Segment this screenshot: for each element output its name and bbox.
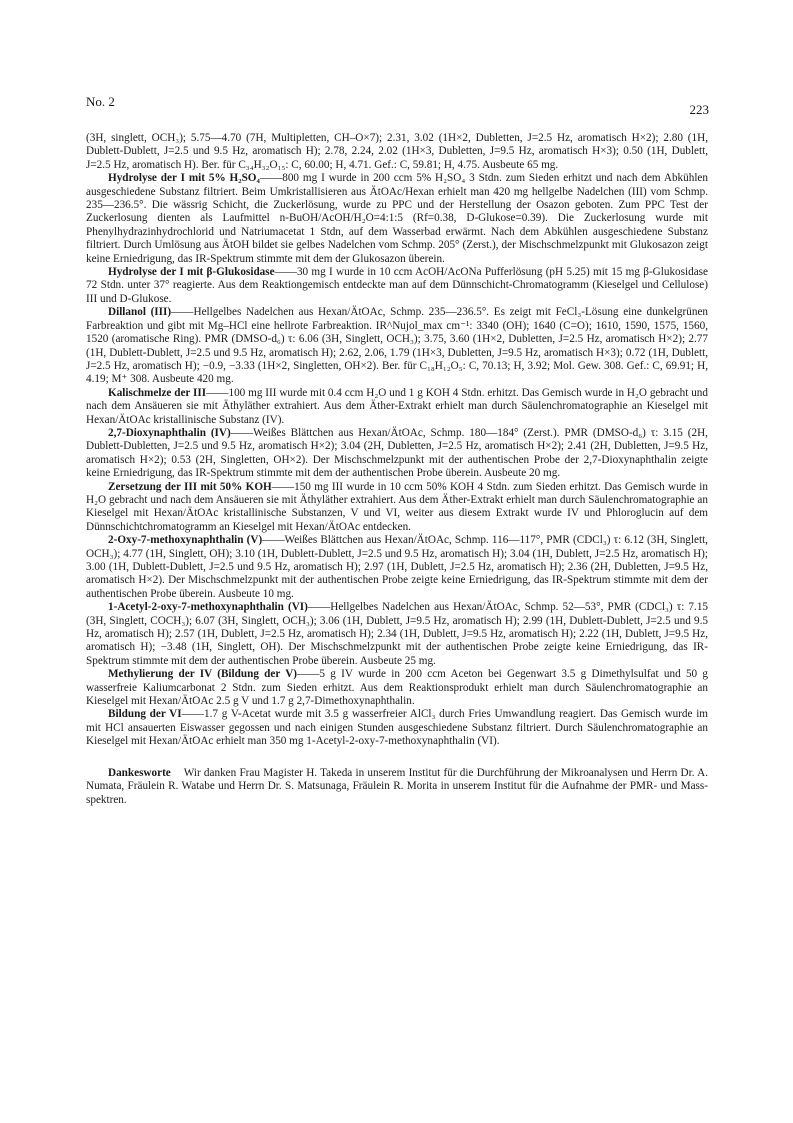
paragraph-heading: 1-Acetyl-2-oxy-7-methoxynaphthalin (VI)	[108, 601, 308, 614]
paragraph-text: ——150 mg III wurde in 10 ccm 50% KOH 4 Stdn. zum Sieden erhitzt. Das Gemisch wurde in H₂O gebracht und nach dem Ansäueren sie mit Äthyläther extrahiert. Aus dem Äther-Extrakt erhielt man durch Säulenchromatographie an Kieselgel mit Hexan/ÄtOAc kristallinische Substanzen, V und VI, weiter aus diesem Extrakt wurde IV und Phloroglucin auf dem Dünnschichtchromatogramm an Kieselgel mit Hexan/ÄtOAc entdecken.	[86, 480, 708, 533]
acknowledgment-text: Wir danken Frau Magister H. Takeda in unserem Institut für die Durchführung der Mikroanalysen und Herrn Dr. A. Numata, Fräulein R. Watabe und Herrn Dr. S. Matsunaga, Fräulein R. Morita in unserem Institut für die Aufnahme der PMR- und Mass-spektren.	[86, 766, 709, 806]
paragraph-hydrolysis-glucosidase	[86, 266, 708, 306]
paragraph-bildung-vi	[86, 708, 708, 748]
acknowledgment	[86, 767, 708, 807]
paragraph-text: ——30 mg I wurde in 10 ccm AcOH/AcONa Pufferlösung (pH 5.25) mit 15 mg β-Glukosidase 72 Stdn. unter 37° reagierte. Aus dem Reaktiongemisch entdeckte man auf dem Dünnschicht-Chromatogramm (Kieselgel und Cellulose) III und D-Glukose.	[86, 266, 708, 305]
paragraph-text: ——5 g IV wurde in 200 ccm Aceton bei Gegenwart 3.5 g Dimethylsulfat und 50 g wasserfreie Kaliumcarbonat 2 Stdn. zum Sieden erhitzt. Aus dem Reaktionsprodukt erhielt man durch Säulenchromatographie an Kieselgel mit Hexan/ÄtOAc 2.5 g V und 1.7 g 2,7-Dimethoxynaphthalin.	[86, 668, 708, 708]
paragraph-acetyl-oxy-methoxynaphthalin	[86, 601, 708, 668]
paragraph-heading: Bildung der VI	[108, 708, 182, 721]
paragraph-dillanol	[86, 306, 708, 386]
paragraph-heading: 2,7-Dioxynaphthalin (IV)	[108, 426, 231, 439]
paragraph-heading: Hydrolyse der I mit β-Glukosidase	[108, 266, 275, 279]
paragraph-text: ——Hellgelbes Nadelchen aus Hexan/ÄtOAc, Schmp. 235—236.5°. Es zeigt mit FeCl₃-Lösung eine dunkelgrünen Farbreaktion und gibt mit Mg–HCl eine hellrote Farbreaktion. IR^Nujol_max cm⁻¹: 3340 (OH); 1640 (C=O); 1610, 1590, 1575, 1560, 1520 (aromatische Ring). PMR (DMSO-d₆) τ: 6.06 (3H, Singlett, OCH₃); 3.75, 3.60 (1H×2, Dubletten, J=2.5 Hz, aromatisch H×2); 2.77 (1H, Dublett-Dublett, J=2.5 und 9.5 Hz, aromatisch H); 2.62, 2.06, 1.79 (1H×3, Dubletten, J=9.5 Hz, aromatisch H×3); 0.72 (1H, Dublett, J=2.5 Hz, aromatisch H); −0.9, −3.33 (1H×2, Singletten, OH×2). Ber. für C₁₈H₁₂O₅: C, 70.13; H, 3.92; Mol. Gew. 308. Gef.: C, 69.91; H, 4.19; M⁺ 308. Ausbeute 420 mg.	[86, 306, 709, 386]
paragraph-text: ——800 mg I wurde in 200 ccm 5% H₂SO₄ 3 Stdn. zum Sieden erhitzt und nach dem Abkühlen ausgeschiedene Substanz filtriert. Beim Umkristallisieren aus ÄtOAc/Hexan erhielt man 420 mg hellgelbe Nadelchen (III) vom Schmp. 235—236.5°. Die wässrig Schicht, die Zuckerlösung, wurde zu PPC und der Herstellung der Osazon geboten. Zum PPC Test der Zuckerlosung dienten als Laufmittel n-BuOH/AcOH/H₂O=4:1:5 (Rf=0.38, D-Glukose=0.39). Die Zuckerlosung wurde mit Phenylhydrazinhydrochlorid und Natriumacetat 1 Stdn, auf dem Wasserbad erwärmt. Nach dem Abkühlen ausgeschiedene Substanz filtriert. Durch Umlösung aus ÄtOH bildet sie gelbes Nadelchen vom Schmp. 205° (Zerst.), der Mischschmelzpunkt mit Glukosazon zeigt keine Erniedrigung, das IR-Spektrum stimmte mit dem der Glukosazon überein.	[86, 172, 708, 265]
paragraph-text: ——Weißes Blättchen aus Hexan/ÄtOAc, Schmp. 180—184° (Zerst.). PMR (DMSO-d₆) τ: 3.15 (2H, Dublett-Dubletten, J=2.5 und 9.5 Hz, aromatisch H×2); 3.04 (2H, Dubletten, J=2.5 Hz, aromatisch H×2); 2.41 (2H, Dubletten, J=9.5 Hz, aromatisch H×2); 0.53 (2H, Singletten, OH×2). Der Mischschmelzpunkt mit der authentischen Probe der 2,7-Dioxynaphthalin zeigte keine Erniedrigung, das IR-Spektrum stimmte mit dem der authentischen Probe überein. Ausbeute 20 mg.	[86, 426, 708, 480]
acknowledgment-heading: Dankesworte	[108, 766, 171, 779]
paragraph-text: ——Hellgelbes Nadelchen aus Hexan/ÄtOAc, Schmp. 52—53°, PMR (CDCl₃) τ: 7.15 (3H, Singlett, COCH₃); 6.07 (3H, Singlett, OCH₃); 3.06 (1H, Dublett, J=9.5 Hz, aromatisch H); 2.99 (1H, Dublett-Dublett, J=2.5 und 9.5 Hz, aromatisch H); 2.57 (1H, Dublett, J=2.5 Hz, aromatisch H); 2.34 (1H, Dublett, J=9.5 Hz, aromatisch H); 2.22 (1H, Dublett, J=9.5 Hz, aromatisch H); −3.48 (1H, Singlett, OH). Der Mischschmelzpunkt mit der authentischen Probe zeigte keine Erniedrigung, das IR-Spektrum stimmte mit dem der authentischen Probe überein. Ausbeute 25 mg.	[86, 601, 709, 667]
paragraph-zersetzung	[86, 481, 708, 535]
paragraph-text: ——100 mg III wurde mit 0.4 ccm H₂O und 1 g KOH 4 Stdn. erhitzt. Das Gemisch wurde in H₂O gebracht und nach dem Ansäueren sie mit Äthyläther extrahiert. Aus dem Äther-Extrakt erhielt man durch Säulenchromatographie an Kieselgel mit Hexan/ÄtOAc kristallinische Substanz (IV).	[86, 386, 708, 426]
paragraph-heading: Hydrolyse der I mit 5% H₂SO₄	[108, 172, 260, 185]
paragraph-continuation	[86, 132, 708, 172]
paragraph-heading: Dillanol (III)	[108, 306, 172, 319]
paragraph-dioxynaphthalin	[86, 427, 708, 481]
paragraph-heading: Kalischmelze der III	[108, 386, 207, 399]
page-number: 223	[689, 102, 709, 117]
paragraph-heading: Zersetzung der III mit 50% KOH	[108, 480, 272, 493]
paragraph-heading: Methylierung der IV (Bildung der V)	[108, 668, 298, 681]
paragraph-heading: 2-Oxy-7-methoxynaphthalin (V)	[108, 534, 263, 547]
paragraph-text: ——Weißes Blättchen aus Hexan/ÄtOAc, Schmp. 116—117°, PMR (CDCl₃) τ: 6.12 (3H, Singlett, OCH₃); 4.77 (1H, Singlett, OH); 3.10 (1H, Dublett-Dublett, J=2.5 und 9.5 Hz, aromatisch H); 3.04 (1H, Dublett, J=2.5 Hz, aromatisch H); 3.00 (1H, Dublett-Dublett, J=2.5 und 9.5 Hz, aromatisch H); 2.97 (1H, Dublett, J=2.5 Hz, aromatisch H); 2.36 (2H, Dubletten, J=9.5 Hz, aromatisch H×2). Der Mischschmelzpunkt mit der authentischen Probe zeigte keine Erniedrigung, das IR-Spektrum stimmte mit dem der authentischen Probe überein. Ausbeute 10 mg.	[86, 534, 708, 600]
paragraph-kalischmelze	[86, 387, 708, 427]
paragraph-hydrolysis-h2so4	[86, 172, 708, 266]
paragraph-oxy-methoxynaphthalin	[86, 534, 708, 601]
article-body	[86, 132, 708, 807]
journal-number: No. 2	[86, 94, 115, 109]
page-header	[86, 94, 709, 118]
paragraph-text: ——1.7 g V-Acetat wurde mit 3.5 g wasserfreier AlCl₃ durch Fries Umwandlung reagiert. Das Gemisch wurde im mit HCl ansauerten Eiswasser gegossen und nach einigen Stunden ausgeschiedene Substanz filtriert. Durch Säulenchromatographie an Kieselgel mit Hexan/ÄtOAc erhielt man 350 mg 1-Acetyl-2-oxy-7-methoxynaphthalin (VI).	[86, 708, 708, 748]
paragraph-text: (3H, singlett, OCH₃); 5.75—4.70 (7H, Multipletten, CH–O×7); 2.31, 3.02 (1H×2, Dubletten, J=2.5 Hz, aromatisch H×2); 2.80 (1H, Dublett-Dublett, J=2.5 und 9.5 Hz, aromatisch H); 2.78, 2.24, 2.02 (1H×3, Dubletten, J=9.5 Hz, aromatisch H×3); 0.50 (1H, Dublett, J=2.5 Hz, aromatisch H). Ber. für C₃₄H₃₂O₁₅: C, 60.00; H, 4.71. Gef.: C, 59.81; H, 4.75. Ausbeute 65 mg.	[86, 132, 708, 171]
paragraph-methylierung	[86, 668, 708, 708]
